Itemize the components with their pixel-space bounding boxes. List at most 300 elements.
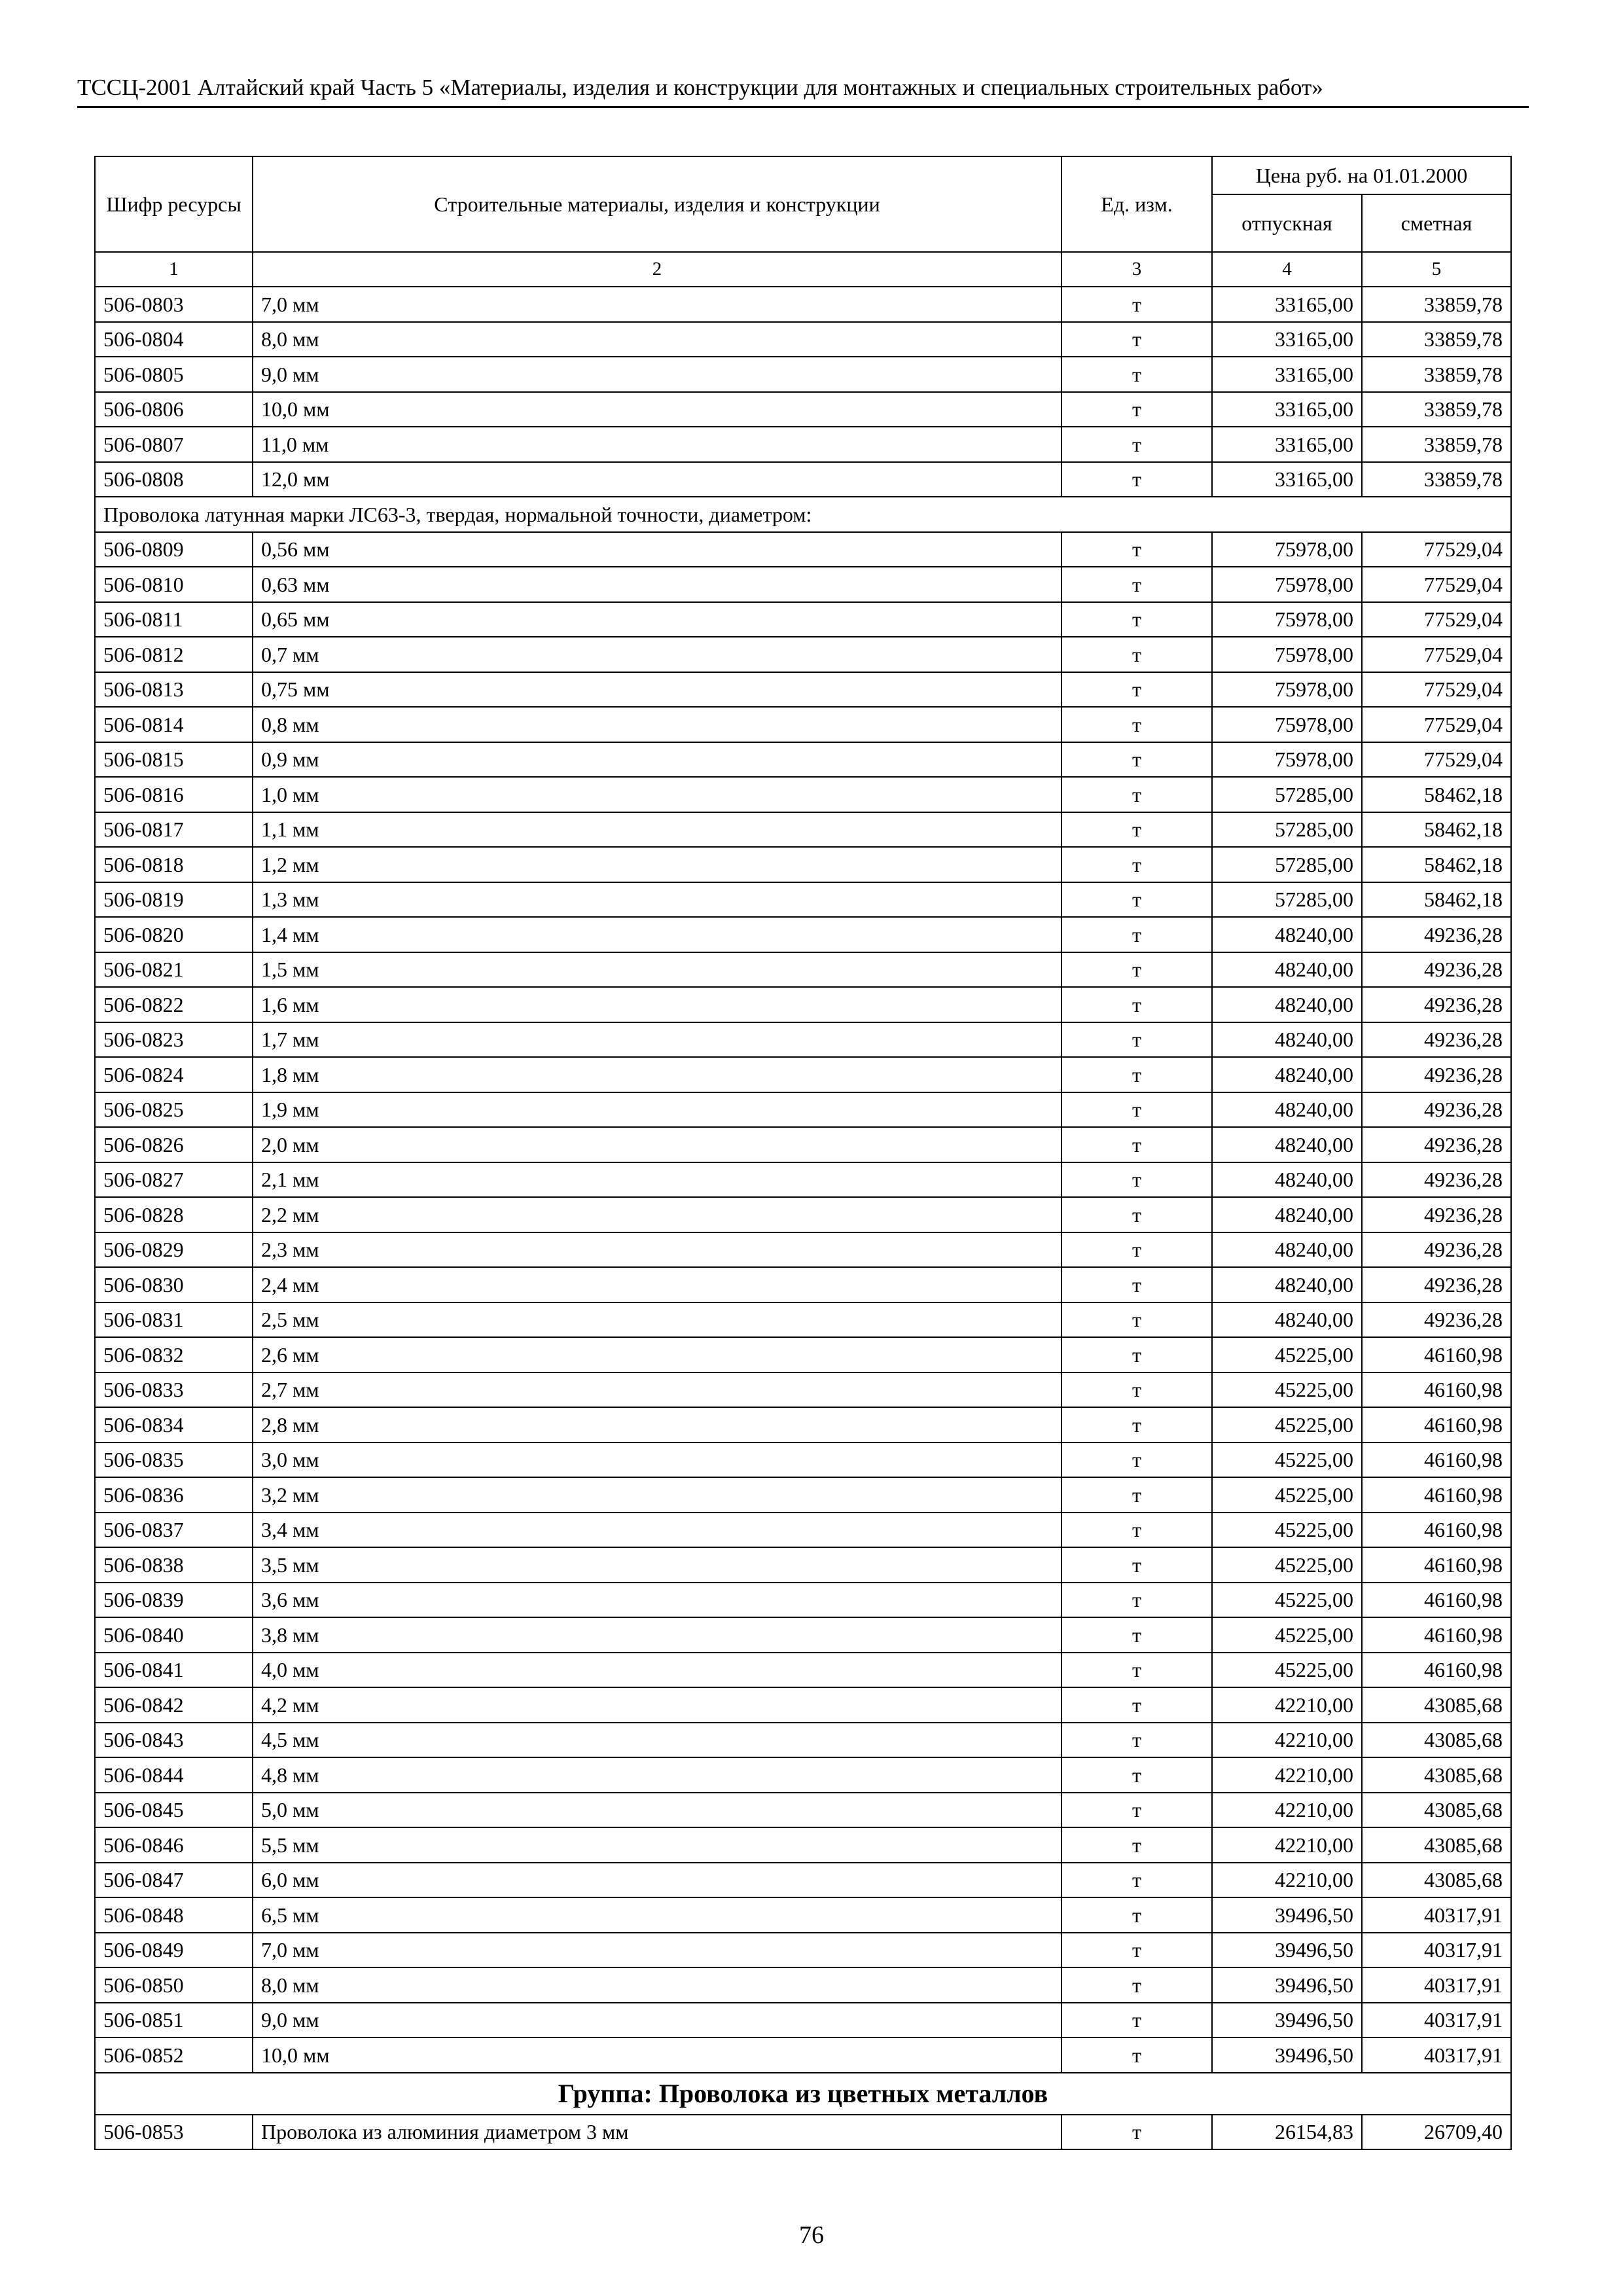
price-estimate: 77529,04 [1362,707,1511,742]
resource-code: 506-0814 [95,707,253,742]
price-release: 42210,00 [1212,1793,1362,1828]
material-name: 1,0 мм [253,777,1061,812]
price-estimate: 49236,28 [1362,1197,1511,1232]
resource-code: 506-0837 [95,1513,253,1548]
unit: т [1061,1302,1212,1338]
resource-code: 506-0834 [95,1407,253,1443]
price-estimate: 58462,18 [1362,812,1511,848]
material-name: 2,8 мм [253,1407,1061,1443]
material-name: 9,0 мм [253,357,1061,392]
resource-code: 506-0809 [95,532,253,567]
resource-code: 506-0850 [95,1967,253,2003]
table-row [95,462,1511,497]
table-row [95,2115,1511,2150]
resource-code: 506-0852 [95,2037,253,2073]
price-release: 45225,00 [1212,1513,1362,1548]
material-name: 6,0 мм [253,1863,1061,1898]
price-release: 75978,00 [1212,567,1362,602]
resource-code: 506-0842 [95,1687,253,1723]
price-release: 26154,83 [1212,2115,1362,2150]
resource-code: 506-0830 [95,1267,253,1302]
table-row [95,1863,1511,1898]
price-estimate: 40317,91 [1362,1897,1511,1933]
price-release: 75978,00 [1212,637,1362,672]
price-estimate: 77529,04 [1362,567,1511,602]
unit: т [1061,602,1212,637]
group-heading-row [95,2073,1511,2115]
price-release: 48240,00 [1212,1162,1362,1198]
price-release: 45225,00 [1212,1477,1362,1513]
price-estimate: 49236,28 [1362,987,1511,1022]
table-row [95,2003,1511,2038]
price-release: 48240,00 [1212,1022,1362,1058]
resource-code: 506-0849 [95,1933,253,1968]
price-release: 48240,00 [1212,952,1362,988]
header-unit: Ед. изм. [1061,156,1212,252]
price-estimate: 33859,78 [1362,427,1511,462]
header-price-estimate: сметная [1362,194,1511,252]
unit: т [1061,1443,1212,1478]
resource-code: 506-0810 [95,567,253,602]
table-row [95,1302,1511,1338]
price-estimate: 26709,40 [1362,2115,1511,2150]
material-name: 1,1 мм [253,812,1061,848]
resource-code: 506-0831 [95,1302,253,1338]
price-release: 48240,00 [1212,1092,1362,1128]
resource-code: 506-0836 [95,1477,253,1513]
resource-code: 506-0846 [95,1827,253,1863]
resource-code: 506-0811 [95,602,253,637]
price-release: 45225,00 [1212,1653,1362,1688]
price-estimate: 33859,78 [1362,462,1511,497]
price-estimate: 49236,28 [1362,1267,1511,1302]
unit: т [1061,1267,1212,1302]
resource-code: 506-0839 [95,1583,253,1618]
price-estimate: 46160,98 [1362,1513,1511,1548]
unit: т [1061,1127,1212,1162]
unit: т [1061,1617,1212,1653]
material-name: 1,5 мм [253,952,1061,988]
resource-code: 506-0815 [95,742,253,778]
material-name: 1,6 мм [253,987,1061,1022]
table-row [95,672,1511,708]
table-row [95,1443,1511,1478]
price-release: 48240,00 [1212,987,1362,1022]
unit: т [1061,1863,1212,1898]
price-estimate: 40317,91 [1362,1933,1511,1968]
price-release: 42210,00 [1212,1863,1362,1898]
table-row [95,2037,1511,2073]
unit: т [1061,812,1212,848]
unit: т [1061,1162,1212,1198]
unit: т [1061,357,1212,392]
unit: т [1061,637,1212,672]
price-release: 48240,00 [1212,1302,1362,1338]
unit: т [1061,672,1212,708]
unit: т [1061,742,1212,778]
price-estimate: 77529,04 [1362,602,1511,637]
price-estimate: 77529,04 [1362,637,1511,672]
price-estimate: 43085,68 [1362,1723,1511,1758]
column-number: 2 [253,252,1061,287]
material-name: 3,0 мм [253,1443,1061,1478]
column-number: 3 [1061,252,1212,287]
price-estimate: 46160,98 [1362,1653,1511,1688]
material-name: 3,2 мм [253,1477,1061,1513]
table-row [95,1897,1511,1933]
material-name: 10,0 мм [253,392,1061,427]
unit: т [1061,1197,1212,1232]
resource-code: 506-0813 [95,672,253,708]
resource-code: 506-0841 [95,1653,253,1688]
unit: т [1061,987,1212,1022]
material-name: 2,6 мм [253,1337,1061,1372]
unit: т [1061,1933,1212,1968]
price-estimate: 46160,98 [1362,1477,1511,1513]
resource-code: 506-0838 [95,1547,253,1583]
material-name: 2,1 мм [253,1162,1061,1198]
table-row [95,1723,1511,1758]
price-release: 48240,00 [1212,1232,1362,1268]
material-name: 12,0 мм [253,462,1061,497]
material-name: 9,0 мм [253,2003,1061,2038]
subheading-row [95,497,1511,532]
material-name: 1,7 мм [253,1022,1061,1058]
table-row [95,1793,1511,1828]
price-estimate: 49236,28 [1362,952,1511,988]
unit: т [1061,847,1212,882]
table-row [95,882,1511,918]
price-release: 39496,50 [1212,1967,1362,2003]
header-rule [77,106,1529,108]
price-release: 45225,00 [1212,1337,1362,1372]
material-name: 4,5 мм [253,1723,1061,1758]
price-estimate: 40317,91 [1362,1967,1511,2003]
unit: т [1061,287,1212,322]
unit: т [1061,1757,1212,1793]
price-estimate: 46160,98 [1362,1372,1511,1408]
unit: т [1061,2003,1212,2038]
table-row [95,1337,1511,1372]
table-row [95,357,1511,392]
subheading-text: Проволока латунная марки ЛС63-3, твердая, нормальной точности, диаметром: [95,497,1511,532]
price-release: 33165,00 [1212,427,1362,462]
price-release: 48240,00 [1212,917,1362,952]
price-estimate: 43085,68 [1362,1757,1511,1793]
price-estimate: 43085,68 [1362,1687,1511,1723]
price-estimate: 58462,18 [1362,777,1511,812]
table-row [95,427,1511,462]
resource-code: 506-0840 [95,1617,253,1653]
table-row [95,1127,1511,1162]
price-estimate: 33859,78 [1362,357,1511,392]
unit: т [1061,1022,1212,1058]
resource-code: 506-0816 [95,777,253,812]
price-release: 42210,00 [1212,1687,1362,1723]
table-row [95,1547,1511,1583]
price-release: 39496,50 [1212,1897,1362,1933]
resource-code: 506-0829 [95,1232,253,1268]
price-release: 48240,00 [1212,1057,1362,1092]
material-name: 1,3 мм [253,882,1061,918]
material-name: 0,8 мм [253,707,1061,742]
price-release: 75978,00 [1212,602,1362,637]
resource-code: 506-0806 [95,392,253,427]
unit: т [1061,1407,1212,1443]
unit: т [1061,707,1212,742]
material-name: 2,3 мм [253,1232,1061,1268]
price-release: 33165,00 [1212,462,1362,497]
price-estimate: 43085,68 [1362,1863,1511,1898]
material-name: 3,6 мм [253,1583,1061,1618]
price-estimate: 46160,98 [1362,1443,1511,1478]
resource-code: 506-0835 [95,1443,253,1478]
price-release: 42210,00 [1212,1827,1362,1863]
price-estimate: 40317,91 [1362,2037,1511,2073]
price-release: 48240,00 [1212,1127,1362,1162]
price-release: 57285,00 [1212,882,1362,918]
material-name: 4,0 мм [253,1653,1061,1688]
material-name: 7,0 мм [253,287,1061,322]
price-estimate: 33859,78 [1362,322,1511,357]
table-row [95,777,1511,812]
price-estimate: 46160,98 [1362,1583,1511,1618]
table-body [95,252,1511,2149]
resource-code: 506-0828 [95,1197,253,1232]
table-row [95,1477,1511,1513]
table-row [95,532,1511,567]
header-price-group: Цена руб. на 01.01.2000 [1212,156,1511,194]
price-estimate: 49236,28 [1362,917,1511,952]
table-row [95,917,1511,952]
material-name: 10,0 мм [253,2037,1061,2073]
header-name: Строительные материалы, изделия и конструкции [253,156,1061,252]
material-name: 1,8 мм [253,1057,1061,1092]
material-name: 1,2 мм [253,847,1061,882]
material-name: 5,0 мм [253,1793,1061,1828]
page-number: 76 [799,2221,824,2249]
price-release: 45225,00 [1212,1372,1362,1408]
price-release: 57285,00 [1212,812,1362,848]
table-row [95,287,1511,322]
price-estimate: 49236,28 [1362,1057,1511,1092]
material-name: 4,8 мм [253,1757,1061,1793]
resource-code: 506-0843 [95,1723,253,1758]
resource-code: 506-0845 [95,1793,253,1828]
resource-code: 506-0851 [95,2003,253,2038]
unit: т [1061,1057,1212,1092]
price-release: 33165,00 [1212,392,1362,427]
price-estimate: 58462,18 [1362,847,1511,882]
header-price-release: отпускная [1212,194,1362,252]
unit: т [1061,1687,1212,1723]
price-release: 42210,00 [1212,1723,1362,1758]
unit: т [1061,1653,1212,1688]
material-name: 0,9 мм [253,742,1061,778]
column-number: 4 [1212,252,1362,287]
table-row [95,707,1511,742]
price-release: 45225,00 [1212,1547,1362,1583]
unit: т [1061,462,1212,497]
column-number: 1 [95,252,253,287]
resource-code: 506-0821 [95,952,253,988]
unit: т [1061,392,1212,427]
table-header [95,156,1511,252]
material-name: Проволока из алюминия диаметром 3 мм [253,2115,1061,2150]
table-row [95,1232,1511,1268]
price-estimate: 46160,98 [1362,1547,1511,1583]
resource-code: 506-0826 [95,1127,253,1162]
unit: т [1061,1232,1212,1268]
resource-code: 506-0808 [95,462,253,497]
table-row [95,1687,1511,1723]
material-name: 0,65 мм [253,602,1061,637]
table-row [95,1372,1511,1408]
price-estimate: 46160,98 [1362,1407,1511,1443]
table-row [95,1827,1511,1863]
material-name: 1,9 мм [253,1092,1061,1128]
material-name: 0,63 мм [253,567,1061,602]
material-name: 11,0 мм [253,427,1061,462]
price-estimate: 49236,28 [1362,1232,1511,1268]
table-row [95,1513,1511,1548]
material-name: 0,56 мм [253,532,1061,567]
table-row [95,567,1511,602]
price-estimate: 33859,78 [1362,287,1511,322]
table-row [95,1757,1511,1793]
unit: т [1061,532,1212,567]
table-row [95,602,1511,637]
price-release: 42210,00 [1212,1757,1362,1793]
price-estimate: 46160,98 [1362,1617,1511,1653]
material-name: 0,7 мм [253,637,1061,672]
unit: т [1061,1092,1212,1128]
resource-code: 506-0848 [95,1897,253,1933]
price-release: 48240,00 [1212,1267,1362,1302]
unit: т [1061,427,1212,462]
table-row [95,1197,1511,1232]
unit: т [1061,1477,1212,1513]
price-estimate: 49236,28 [1362,1162,1511,1198]
table-row [95,1653,1511,1688]
column-number: 5 [1362,252,1511,287]
unit: т [1061,882,1212,918]
table-row [95,322,1511,357]
price-release: 45225,00 [1212,1583,1362,1618]
resource-code: 506-0812 [95,637,253,672]
unit: т [1061,1583,1212,1618]
table-row [95,392,1511,427]
table-row [95,812,1511,848]
unit: т [1061,1967,1212,2003]
material-name: 4,2 мм [253,1687,1061,1723]
resource-code: 506-0819 [95,882,253,918]
material-name: 0,75 мм [253,672,1061,708]
table-row [95,1267,1511,1302]
material-name: 5,5 мм [253,1827,1061,1863]
price-release: 45225,00 [1212,1617,1362,1653]
price-estimate: 49236,28 [1362,1092,1511,1128]
table-row [95,847,1511,882]
resource-code: 506-0822 [95,987,253,1022]
resource-code: 506-0827 [95,1162,253,1198]
material-name: 3,8 мм [253,1617,1061,1653]
resource-code: 506-0818 [95,847,253,882]
resource-code: 506-0803 [95,287,253,322]
resource-code: 506-0805 [95,357,253,392]
unit: т [1061,1547,1212,1583]
price-estimate: 77529,04 [1362,672,1511,708]
group-heading: Группа: Проволока из цветных металлов [95,2073,1511,2115]
material-name: 7,0 мм [253,1933,1061,1968]
material-name: 2,5 мм [253,1302,1061,1338]
table-row [95,1092,1511,1128]
material-name: 8,0 мм [253,322,1061,357]
unit: т [1061,567,1212,602]
unit: т [1061,1897,1212,1933]
material-name: 2,2 мм [253,1197,1061,1232]
price-release: 75978,00 [1212,532,1362,567]
material-name: 2,0 мм [253,1127,1061,1162]
resource-code: 506-0825 [95,1092,253,1128]
table-row [95,1933,1511,1968]
price-estimate: 43085,68 [1362,1827,1511,1863]
material-name: 3,4 мм [253,1513,1061,1548]
resource-code: 506-0832 [95,1337,253,1372]
table-row [95,1022,1511,1058]
price-release: 48240,00 [1212,1197,1362,1232]
unit: т [1061,1723,1212,1758]
table-row [95,952,1511,988]
resource-code: 506-0853 [95,2115,253,2150]
resource-code: 506-0817 [95,812,253,848]
table-row [95,987,1511,1022]
unit: т [1061,1793,1212,1828]
unit: т [1061,2037,1212,2073]
material-name: 1,4 мм [253,917,1061,952]
resource-code: 506-0820 [95,917,253,952]
price-estimate: 49236,28 [1362,1022,1511,1058]
price-estimate: 40317,91 [1362,2003,1511,2038]
unit: т [1061,2115,1212,2150]
price-release: 75978,00 [1212,672,1362,708]
price-release: 33165,00 [1212,357,1362,392]
unit: т [1061,1827,1212,1863]
price-estimate: 77529,04 [1362,742,1511,778]
resource-code: 506-0823 [95,1022,253,1058]
table-row [95,637,1511,672]
price-release: 75978,00 [1212,707,1362,742]
price-estimate: 33859,78 [1362,392,1511,427]
table-row [95,1162,1511,1198]
material-name: 2,4 мм [253,1267,1061,1302]
price-release: 39496,50 [1212,1933,1362,1968]
price-estimate: 43085,68 [1362,1793,1511,1828]
price-estimate: 77529,04 [1362,532,1511,567]
unit: т [1061,952,1212,988]
resource-code: 506-0807 [95,427,253,462]
price-release: 57285,00 [1212,777,1362,812]
price-release: 39496,50 [1212,2037,1362,2073]
resource-code: 506-0833 [95,1372,253,1408]
unit: т [1061,777,1212,812]
unit: т [1061,1513,1212,1548]
price-estimate: 49236,28 [1362,1302,1511,1338]
material-name: 8,0 мм [253,1967,1061,2003]
header-code: Шифр ресурсы [95,156,253,252]
price-release: 75978,00 [1212,742,1362,778]
table-row [95,1407,1511,1443]
